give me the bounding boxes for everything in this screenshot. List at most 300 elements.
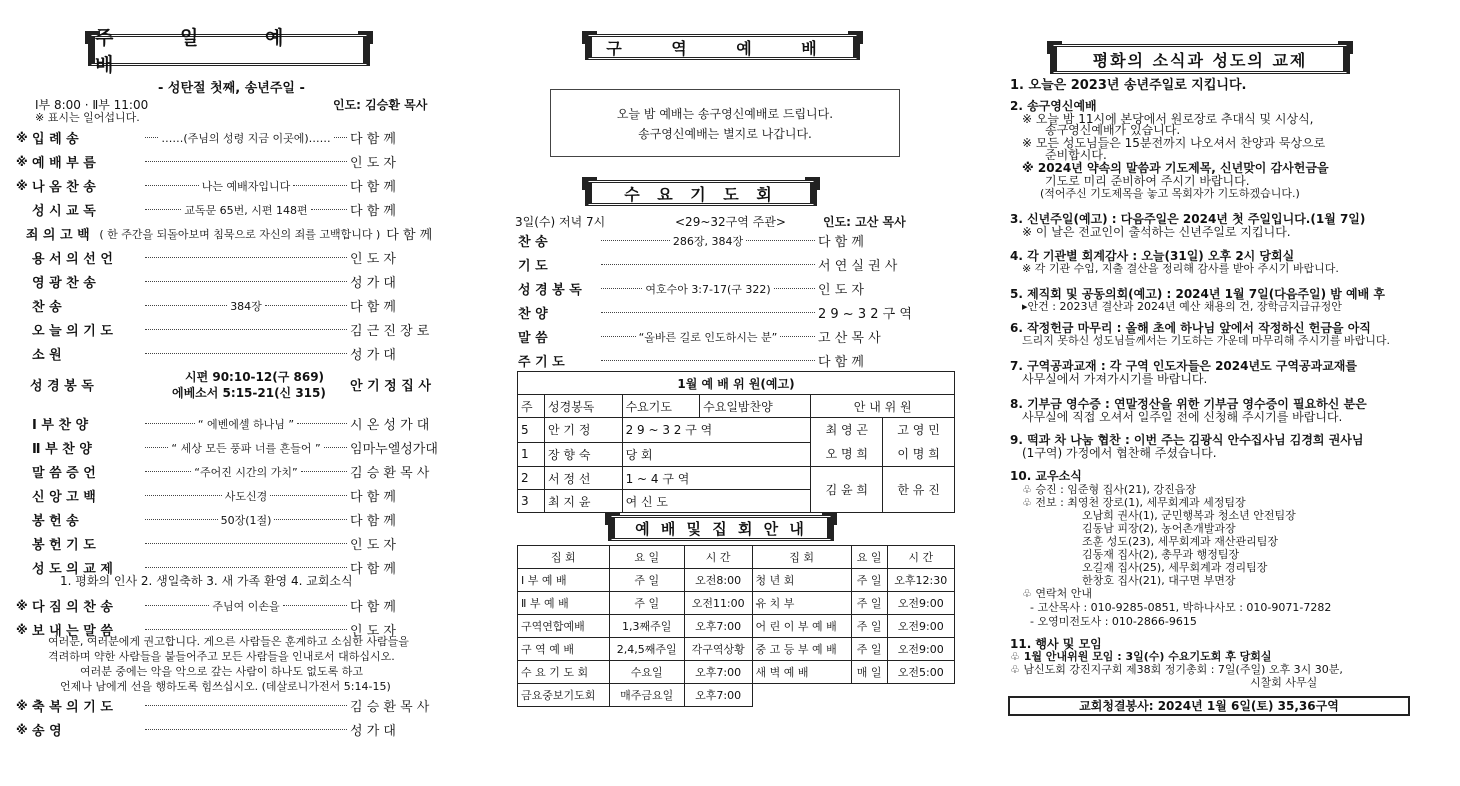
leader-dots: [265, 305, 347, 306]
order-row: [502, 231, 928, 250]
committee-cell: 2: [518, 467, 545, 490]
order-row: [16, 272, 444, 291]
wednesday-leader: 인도: 고산 목사: [823, 215, 906, 229]
order-who: 김 근 진 장 로: [350, 324, 430, 339]
meetings-cell: 어 린 이 부 예 배: [752, 615, 851, 638]
meetings-header-row: [518, 546, 955, 569]
leader-dots: [780, 336, 815, 337]
committee-title: 1월 예 배 위 원(예고): [518, 372, 955, 395]
order-row: [16, 248, 444, 267]
committee-cell: 최 지 윤: [545, 490, 623, 513]
order-who: 다 함 께: [350, 204, 396, 219]
order-who: 다 함 께: [350, 514, 396, 529]
notice-n11b: [1010, 664, 1343, 676]
sending-line-1: 여러분, 여러분에게 권고합니다. 게으른 사람들은 훈계하고 소심한 사람들을: [48, 635, 409, 648]
notice-text: 김동남 피장(2), 농어촌개발과장: [1082, 522, 1236, 535]
leader-dots: [145, 185, 199, 186]
usher-cell: 김 윤 희: [811, 467, 883, 513]
meetings-cell: [752, 684, 851, 707]
meetings-cell: 각구역상황: [684, 638, 752, 661]
order-who: 다 함 께: [818, 235, 864, 250]
meetings-cell: 수요일: [609, 661, 684, 684]
meetings-cell: 오후12:30: [887, 569, 954, 592]
meetings-cell: 구 역 예 배: [518, 638, 610, 661]
committee-cell: 1: [518, 442, 545, 467]
order-who: 인 도 자: [818, 283, 864, 298]
mark: ※: [16, 130, 28, 145]
order-who: 다 함 께: [350, 132, 396, 147]
notice-n5: [1010, 288, 1385, 300]
notice-text: 드리지 못하신 성도님들께서는 기도하는 가운데 마무리해 주시기를 바랍니다.: [1022, 334, 1391, 347]
notice-n11c: [1250, 677, 1317, 689]
order-row: [16, 200, 444, 219]
scripture-who: 안 기 정 집 사: [350, 379, 431, 394]
notice-n8: [1010, 398, 1367, 410]
order-row: [16, 128, 444, 147]
meetings-header: 집 회: [518, 546, 610, 569]
leader-dots: [145, 629, 347, 630]
order-content: 사도신경: [224, 489, 268, 503]
leader-dots: [145, 257, 347, 258]
order-content: “올바른 길로 인도하시는 분”: [638, 330, 778, 344]
subtitle: - 성탄절 첫째, 송년주일 -: [158, 81, 305, 96]
order-label: Ⅰ 부 찬 양: [32, 418, 89, 433]
order-who: 고 산 목 사: [818, 331, 881, 346]
order-who: 성 가 대: [350, 276, 396, 291]
order-label: 성 시 교 독: [32, 204, 96, 219]
committee-cell: 여 신 도: [622, 490, 811, 513]
order-who: 2 9 ~ 3 2 구 역: [818, 307, 912, 322]
leader-dots: [145, 543, 347, 544]
usher-cell: [883, 418, 955, 467]
notice-text: 시찰회 사무실: [1250, 676, 1318, 689]
leader-dots: [774, 288, 815, 289]
notice-n8a: [1022, 411, 1342, 423]
order-label: 주 기 도: [518, 355, 565, 370]
notice-text: 8. 기부금 영수증 : 연말정산을 위한 기부금 영수증이 필요하신 분은: [1010, 397, 1367, 411]
committee-cell: 5: [518, 418, 545, 443]
notice-n10g: [1082, 562, 1267, 574]
usher-cell: [811, 418, 883, 467]
notice-n2d: [1045, 149, 1107, 161]
meetings-cell: 청 년 회: [752, 569, 851, 592]
meetings-cell: 오전11:00: [684, 592, 752, 615]
order-row: [16, 510, 444, 529]
notice-n6: [1010, 322, 1371, 334]
order-row: [16, 296, 444, 315]
order-content: ( 한 주간을 되돌아보며 침묵으로 자신의 죄를 고백합니다 ): [99, 227, 381, 241]
committee-table-wrap: [517, 371, 955, 513]
meetings-cell: 구역연합예배: [518, 615, 610, 638]
right-column: [1000, 0, 1460, 786]
wednesday-banner: 수 요 기 도 회: [585, 180, 817, 206]
meetings-cell: 수 요 기 도 회: [518, 661, 610, 684]
meetings-cell: 새 벽 예 배: [752, 661, 851, 684]
order-who: 다 함 께: [350, 180, 396, 195]
notice-text: - 오영미전도사 : 010-2866-9615: [1030, 615, 1197, 628]
order-label: 축 복 의 기 도: [32, 700, 113, 715]
notice-n2e: [1022, 162, 1329, 174]
order-label: 말 씀 증 언: [32, 466, 96, 481]
order-row: [502, 351, 928, 370]
meetings-cell: Ⅰ 부 예 배: [518, 569, 610, 592]
meetings-row: [518, 615, 955, 638]
meetings-cell: 오전5:00: [887, 661, 954, 684]
notice-text: 오남희 권사(1), 군민행복과 청소년 안전팀장: [1082, 509, 1296, 522]
order-label: 나 옴 찬 송: [32, 180, 96, 195]
notice-text: ▸안건 : 2023년 결산과 2024년 예산 채용의 건, 장학금지급규정안: [1022, 300, 1342, 313]
clover-icon: ♧: [1022, 483, 1036, 496]
leader-dots: [601, 240, 670, 241]
leader-dots: [145, 705, 347, 706]
order-row: [502, 327, 928, 346]
order-row: [16, 534, 444, 553]
sending-line-3: 여러분 중에는 악을 악으로 갚는 사람이 하나도 없도록 하고: [80, 665, 363, 678]
notice-text: 사무실에서 가져가시기를 바랍니다.: [1022, 372, 1208, 386]
committee-header-ushers: 안 내 위 원: [811, 395, 955, 418]
order-who: 다 함 께: [386, 228, 433, 243]
usher-cell: 한 유 진: [883, 467, 955, 513]
news-banner: 평화의 소식과 성도의 교제: [1050, 44, 1350, 74]
leader-dots: [601, 264, 815, 265]
notice-text: - 고산목사 : 010-9285-0851, 박하나사모 : 010-9071-7282: [1030, 601, 1332, 614]
leader-dots: [334, 137, 347, 138]
notice-n10b: [1022, 497, 1246, 509]
order-who: 인 도 자: [350, 252, 396, 267]
meetings-cell: 오전9:00: [887, 638, 954, 661]
leader-dots: [301, 471, 347, 472]
order-row: [16, 224, 444, 243]
mark: ※: [16, 154, 28, 169]
meetings-cell: 2,4,5째주일: [609, 638, 684, 661]
notice-text: 9. 떡과 차 나눔 협찬 : 이번 주는 김광식 안수집사님 김경희 권사님: [1010, 433, 1364, 447]
meetings-cell: 오전9:00: [887, 592, 954, 615]
order-row: [502, 303, 928, 322]
leader-dots: [283, 605, 347, 606]
leader-dots: [601, 288, 642, 289]
order-row: [16, 176, 444, 195]
notice-n3a: [1022, 226, 1291, 238]
committee-header-week: 주: [518, 395, 545, 418]
usher-name: 이 명 희: [897, 447, 940, 461]
district-service-banner: 구 역 예 배: [585, 34, 860, 60]
leader-dots: [145, 471, 191, 472]
notice-text: 연락처 안내: [1035, 587, 1092, 600]
leader-dots: [311, 209, 347, 210]
notice-text: 전보 : 최영천 장로(1), 세무회계과 세정팀장: [1035, 496, 1246, 509]
meetings-header: 시 간: [887, 546, 954, 569]
notice-n10: [1010, 470, 1082, 482]
committee-cell: 2 9 ~ 3 2 구 역: [622, 418, 811, 443]
notice-text: 한창호 집사(21), 대구면 부면장: [1082, 574, 1236, 587]
notice-n2g: [1040, 188, 1300, 200]
meetings-cell: 오후7:00: [684, 684, 752, 707]
order-label: 죄 의 고 백: [25, 228, 90, 243]
usher-name: 오 명 희: [825, 447, 868, 461]
clover-icon: ♧: [1022, 587, 1036, 600]
notice-n4: [1010, 250, 1294, 262]
notice-text: 오길재 집사(25), 세무회계과 경리팀장: [1082, 561, 1268, 574]
order-content: “주어진 시간의 가치”: [194, 465, 298, 479]
order-row: [16, 414, 444, 433]
order-content: 286장, 384장: [672, 234, 744, 248]
meetings-header: 시 간: [684, 546, 752, 569]
mark: ※: [16, 178, 28, 193]
mark: ※: [16, 698, 28, 713]
order-row: [16, 720, 444, 739]
notice-text: ※ 오늘 밤 11시에 본당에서 원로장로 추대식 및 시상식,: [1022, 112, 1314, 126]
notice-text: 김동재 집사(2), 총무과 행정팀장: [1082, 548, 1240, 561]
notice-text: (1구역) 가정에서 협찬해 주셨습니다.: [1022, 446, 1217, 460]
leader-dots: [145, 305, 227, 306]
meetings-cell: 매주금요일: [609, 684, 684, 707]
wednesday-time: 3일(수) 저녁 7시: [515, 215, 606, 229]
notice-n7a: [1022, 373, 1207, 385]
meetings-cell: 오전9:00: [887, 615, 954, 638]
order-content: 나는 예배자입니다: [201, 179, 291, 193]
notice-n6a: [1022, 335, 1390, 347]
leader-dots: [274, 519, 347, 520]
notice-n10k: [1030, 616, 1197, 628]
meetings-row: [518, 569, 955, 592]
order-label: 봉 헌 기 도: [32, 538, 96, 553]
order-who: 다 함 께: [350, 300, 396, 315]
order-content: “ 세상 모든 풍파 너를 흔들어 ”: [171, 441, 321, 455]
sending-line-2: 격려하며 약한 사람들을 붙들어주고 모든 사람들을 인내로서 대하십시오.: [48, 650, 395, 663]
committee-cell: 당 회: [622, 442, 811, 467]
order-who: 다 함 께: [350, 562, 396, 577]
district-notice-box: [550, 89, 900, 157]
order-row: [502, 255, 928, 274]
notice-text: 4. 각 기관별 회계감사 : 오늘(31일) 오후 2시 당회실: [1010, 249, 1295, 263]
order-label: 송 영: [32, 724, 62, 739]
notice-text: 10. 교우소식: [1010, 469, 1082, 483]
sunday-service-banner: 주 일 예 배: [88, 34, 370, 66]
meetings-cell: 오전8:00: [684, 569, 752, 592]
cleaning-box: 교회청결봉사: 2024년 1월 6일(토) 35,36구역: [1008, 696, 1410, 716]
leader-dots: [601, 312, 815, 313]
committee-cell: 서 정 선: [545, 467, 623, 490]
leader-dots: [324, 447, 347, 448]
notice-n10f: [1082, 549, 1239, 561]
order-content: ……(주님의 성령 지금 이곳에)……: [161, 131, 331, 145]
order-label: 찬 송: [518, 235, 548, 250]
notice-text: 11. 행사 및 모임: [1010, 637, 1102, 651]
order-content: 50장(1절): [220, 513, 272, 527]
notice-n10a: [1022, 484, 1196, 496]
notice-text: ※ 2024년 약속의 말씀과 기도제목, 신년맞이 감사헌금을: [1022, 161, 1329, 175]
notice-n7: [1010, 360, 1357, 372]
clover-icon: ♧: [1010, 663, 1024, 676]
leader-dots: [145, 353, 347, 354]
notice-n1: [1010, 80, 1246, 92]
mark: ※: [16, 598, 28, 613]
usher-name: 최 영 곤: [825, 423, 868, 437]
notice-n4a: [1022, 263, 1339, 275]
service-time: Ⅰ부 8:00 · Ⅱ부 11:00: [35, 98, 149, 112]
meetings-table-wrap: [517, 545, 955, 707]
notice-n9: [1010, 434, 1363, 446]
order-who: 다 함 께: [350, 490, 396, 505]
scripture-1: 시편 90:10-12(구 869): [185, 370, 325, 384]
notice-text: 승진 : 임준형 집사(21), 강진읍장: [1035, 483, 1197, 496]
order-label: 말 씀: [518, 331, 548, 346]
leader-dots: [145, 605, 209, 606]
meetings-banner: 예 배 및 집 회 안 내: [608, 515, 834, 541]
order-row: [16, 344, 444, 363]
notice-n2: [1010, 100, 1097, 112]
order-who: 인 도 자: [350, 624, 396, 639]
clover-icon: ♧: [1022, 496, 1036, 509]
order-who: 다 함 께: [350, 600, 396, 615]
order-who: 임마누엘성가대: [350, 442, 438, 457]
meetings-cell: Ⅱ 부 예 배: [518, 592, 610, 615]
order-label: 봉 헌 송: [32, 514, 79, 529]
order-label: 다 짐 의 찬 송: [32, 600, 113, 615]
order-who: 서 연 실 권 사: [818, 259, 898, 274]
order-row: [16, 152, 444, 171]
middle-column: [490, 0, 960, 786]
notice-text: 7. 구역공과교재 : 각 구역 인도자들은 2024년도 구역공과교재를: [1010, 359, 1357, 373]
left-column: [0, 0, 470, 786]
meetings-row: [518, 684, 955, 707]
order-content: 384장: [230, 299, 262, 313]
notice-text: 6. 작정헌금 마무리 : 올해 초에 하나님 앞에서 작정하신 헌금을 아직: [1010, 321, 1371, 335]
meetings-row: [518, 592, 955, 615]
meetings-table: [517, 545, 955, 707]
order-row: [16, 320, 444, 339]
notice-n10d: [1082, 523, 1236, 535]
notice-text: 2. 송구영신예배: [1010, 99, 1097, 113]
notice-text: 남신도회 강진지구회 제38회 정기총회 : 7일(주일) 오후 3시 30분,: [1023, 663, 1343, 676]
district-notice-1: 오늘 밤 예배는 송구영신예배로 드립니다.: [616, 107, 834, 121]
order-label: 신 앙 고 백: [32, 490, 96, 505]
order-label: 예 배 부 름: [32, 156, 96, 171]
notice-text: ※ 이 날은 전교인이 출석하는 신년주일로 지킵니다.: [1022, 225, 1291, 239]
notice-text: 준비합시다.: [1045, 148, 1107, 162]
order-row: [16, 596, 444, 615]
order-label: 기 도: [518, 259, 548, 274]
meetings-cell: 오후7:00: [684, 615, 752, 638]
meetings-cell: 매 일: [851, 661, 887, 684]
order-who: 김 승 환 목 사: [350, 466, 430, 481]
notice-n10h: [1082, 575, 1235, 587]
leader-dots: [601, 336, 636, 337]
order-row: [16, 486, 444, 505]
leader-dots: [145, 567, 347, 568]
notice-n2f: [1045, 175, 1250, 187]
notice-n10i: [1022, 588, 1092, 600]
district-notice-2: 송구영신예배는 별지로 나갑니다.: [638, 127, 812, 141]
committee-header-praise: 수요일밤찬양: [700, 395, 811, 418]
meetings-row: [518, 661, 955, 684]
notice-n10c: [1082, 510, 1296, 522]
notice-text: 조훈 성도(23), 세무회계과 재산관리팀장: [1082, 535, 1278, 548]
notice-n11a: [1010, 651, 1272, 663]
notice-n11: [1010, 638, 1102, 650]
order-label: 소 원: [32, 348, 62, 363]
fellowship-note: 1. 평화의 인사 2. 생일축하 3. 새 가족 환영 4. 교회소식: [60, 574, 353, 588]
order-label: 성 경 봉 독: [518, 283, 582, 298]
order-who: 인 도 자: [350, 538, 396, 553]
notice-n3: [1010, 213, 1365, 225]
notice-text: 3. 신년주일(예고) : 다음주일은 2024년 첫 주일입니다.(1월 7일): [1010, 212, 1366, 226]
leader: 인도: 김승환 목사: [333, 98, 428, 112]
notice-n5a: [1022, 301, 1342, 313]
notice-text: 송구영신예배가 있습니다.: [1045, 123, 1181, 137]
notice-text: (적어주신 기도제목을 놓고 목회자가 기도하겠습니다.): [1040, 187, 1300, 200]
order-content: 여호수아 3:7-17(구 322): [645, 282, 771, 296]
meetings-header: 요 일: [851, 546, 887, 569]
notice-n10j: [1030, 602, 1331, 614]
committee-cell: 안 기 정: [545, 418, 623, 443]
committee-table: [517, 371, 955, 513]
mark: ※: [16, 722, 28, 737]
usher-name: 고 영 민: [897, 423, 940, 437]
leader-dots: [145, 281, 347, 282]
order-row: [16, 696, 444, 715]
wednesday-host: <29~32구역 주관>: [675, 215, 786, 229]
leader-dots: [145, 161, 347, 162]
order-label: 용 서 의 선 언: [32, 252, 113, 267]
meetings-cell: 오후7:00: [684, 661, 752, 684]
order-content: 주님여 이손을: [212, 599, 280, 613]
order-label: 입 례 송: [32, 132, 79, 147]
order-label: 영 광 찬 송: [32, 276, 96, 291]
leader-dots: [145, 495, 222, 496]
order-label: 성 도 의 교 제: [32, 562, 113, 577]
notice-n10e: [1082, 536, 1278, 548]
order-label: 오 늘 의 기 도: [32, 324, 113, 339]
notice-text: 5. 제직회 및 공동의회(예고) : 2024년 1월 7일(다음주일) 밤 예배 후: [1010, 287, 1385, 301]
committee-header-reading: 성경봉독: [545, 395, 623, 418]
meetings-cell: 1,3째주일: [609, 615, 684, 638]
order-content: 교독문 65번, 시편 148편: [184, 203, 308, 217]
leader-dots: [145, 137, 158, 138]
notice-text: 1월 안내위원 모임 : 3일(수) 수요기도회 후 당회실: [1023, 650, 1272, 663]
mark: ※: [16, 622, 28, 637]
meetings-cell: 주 일: [609, 569, 684, 592]
committee-header-prayer: 수요기도: [622, 395, 700, 418]
order-who: 시 온 성 가 대: [350, 418, 430, 433]
notice-text: ※ 모든 성도님들은 15분전까지 나오셔서 찬양과 묵상으로: [1022, 136, 1326, 150]
leader-dots: [145, 447, 168, 448]
leader-dots: [145, 729, 347, 730]
leader-dots: [145, 209, 181, 210]
committee-cell: 1 ~ 4 구 역: [622, 467, 811, 490]
committee-cell: 장 향 숙: [545, 442, 623, 467]
meetings-cell: 주 일: [851, 592, 887, 615]
leader-dots: [145, 423, 195, 424]
leader-dots: [145, 329, 347, 330]
stand-note: ※ 표시는 일어섭니다.: [35, 111, 140, 124]
notice-n9a: [1022, 447, 1217, 459]
notice-text: 1. 오늘은 2023년 송년주일로 지킵니다.: [1010, 78, 1247, 93]
meetings-row: [518, 638, 955, 661]
scripture-2: 에베소서 5:15-21(신 315): [172, 386, 326, 400]
meetings-cell: 중 고 등 부 예 배: [752, 638, 851, 661]
meetings-cell: 주 일: [851, 569, 887, 592]
meetings-header: 요 일: [609, 546, 684, 569]
leader-dots: [601, 360, 815, 361]
order-who: 다 함 께: [818, 355, 864, 370]
meetings-cell: 금요중보기도회: [518, 684, 610, 707]
leader-dots: [293, 185, 347, 186]
meetings-cell: 유 치 부: [752, 592, 851, 615]
leader-dots: [746, 240, 815, 241]
meetings-cell: 주 일: [609, 592, 684, 615]
order-who: 인 도 자: [350, 156, 396, 171]
